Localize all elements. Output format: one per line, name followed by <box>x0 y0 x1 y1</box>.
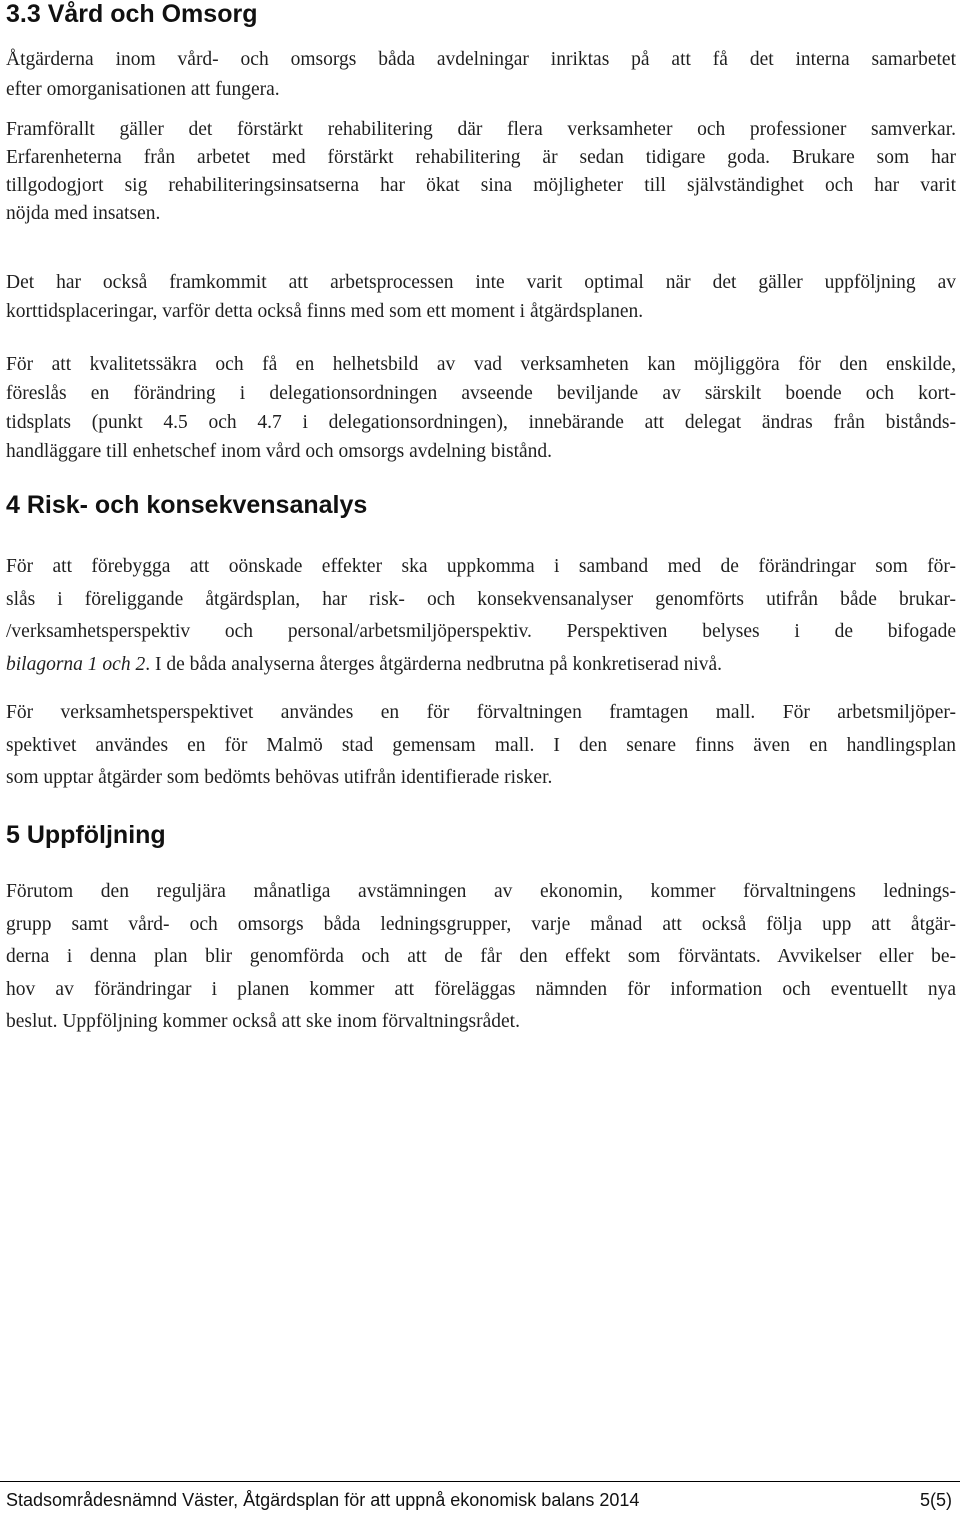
paragraph-line: som upptar åtgärder som bedömts behövas utifrån identifierade risker. <box>6 767 553 788</box>
paragraph-6 <box>6 697 956 795</box>
paragraph-line: Förutom den reguljära månatliga avstämningen av ekonomin, kommer förvaltningens lednings- <box>6 881 956 902</box>
paragraph-line: korttidsplaceringar, varför detta också finns med som ett moment i åtgärdsplanen. <box>6 301 644 322</box>
section-heading-4: 4 Risk- och konsekvensanalys <box>6 491 368 519</box>
footer-document-title: Stadsområdesnämnd Väster, Åtgärdsplan för att uppnå ekonomisk balans 2014 <box>6 1490 640 1510</box>
paragraph-line-rest: . I de båda analyserna återges åtgärderna nedbrutna på konkretiserad nivå. <box>145 653 723 675</box>
section-heading-3-3: 3.3 Vård och Omsorg <box>6 0 258 28</box>
paragraph-5 <box>6 551 956 681</box>
paragraph-2 <box>6 116 956 228</box>
paragraph-line: slås i föreliggande åtgärdsplan, har risk- och konsekvensanalyser genomförts utifrån både brukar- <box>6 588 956 610</box>
paragraph-line: spektivet användes en för Malmö stad gemensam mall. I den senare finns även en handlingsplan <box>6 734 956 756</box>
paragraph-line: För verksamhetsperspektivet användes en för förvaltningen framtagen mall. För arbetsmiljöper- <box>6 702 956 723</box>
italic-reference: bilagorna 1 och 2 <box>6 653 146 675</box>
footer-divider <box>0 1481 960 1482</box>
paragraph-line: hov av förändringar i planen kommer att föreläggas nämnden för information och eventuellt nya <box>6 978 956 1000</box>
paragraph-line: derna i denna plan blir genomförda och att de får den effekt som förväntats. Avvikelser eller be- <box>6 946 956 967</box>
paragraph-line: Erfarenheterna från arbetet med förstärkt rehabilitering är sedan tidigare goda. Brukare som har <box>6 147 956 168</box>
paragraph-line: grupp samt vård- och omsorgs båda ledningsgrupper, varje månad att också följa upp att åtgär- <box>6 913 956 935</box>
paragraph-line: tidsplats (punkt 4.5 och 4.7 i delegationsordningen), innebärande att delegat ändras från bistånds- <box>6 412 956 433</box>
paragraph-7 <box>6 876 956 1039</box>
paragraph-line: Det har också framkommit att arbetsprocessen inte varit optimal när det gäller uppföljning av <box>6 272 956 293</box>
paragraph-line: För att förebygga att oönskade effekter ska uppkomma i samband med de förändringar som för- <box>6 556 956 577</box>
footer-page-number: 5(5) <box>919 1490 952 1510</box>
section-heading-5: 5 Uppföljning <box>6 821 166 849</box>
paragraph-line: beslut. Uppföljning kommer också att ske inom förvaltningsrådet. <box>6 1011 520 1032</box>
paragraph-line: handläggare till enhetschef inom vård och omsorgs avdelning bistånd. <box>6 441 553 462</box>
paragraph-1 <box>6 45 956 105</box>
paragraph-3 <box>6 268 956 326</box>
paragraph-line: För att kvalitetssäkra och få en helhetsbild av vad verksamheten kan möjliggöra för den enskilde, <box>6 354 956 375</box>
paragraph-line: föreslås en förändring i delegationsordningen avseende beviljande av särskilt boende och kort- <box>6 383 956 404</box>
paragraph-line-with-italic <box>6 649 956 682</box>
paragraph-line: nöjda med insatsen. <box>6 203 161 224</box>
paragraph-line: efter omorganisationen att fungera. <box>6 79 280 100</box>
paragraph-4 <box>6 350 956 466</box>
paragraph-line: Åtgärderna inom vård- och omsorgs båda avdelningar inriktas på att få det interna samarbetet <box>6 49 956 70</box>
paragraph-line: tillgodogjort sig rehabiliteringsinsatserna har ökat sina möjligheter till självständighet och har varit <box>6 175 956 196</box>
paragraph-line: /verksamhetsperspektiv och personal/arbetsmiljöperspektiv. Perspektiven belyses i de bifogade <box>6 621 956 642</box>
paragraph-line: Framförallt gäller det förstärkt rehabilitering där flera verksamheter och professioner samverkar. <box>6 119 956 140</box>
